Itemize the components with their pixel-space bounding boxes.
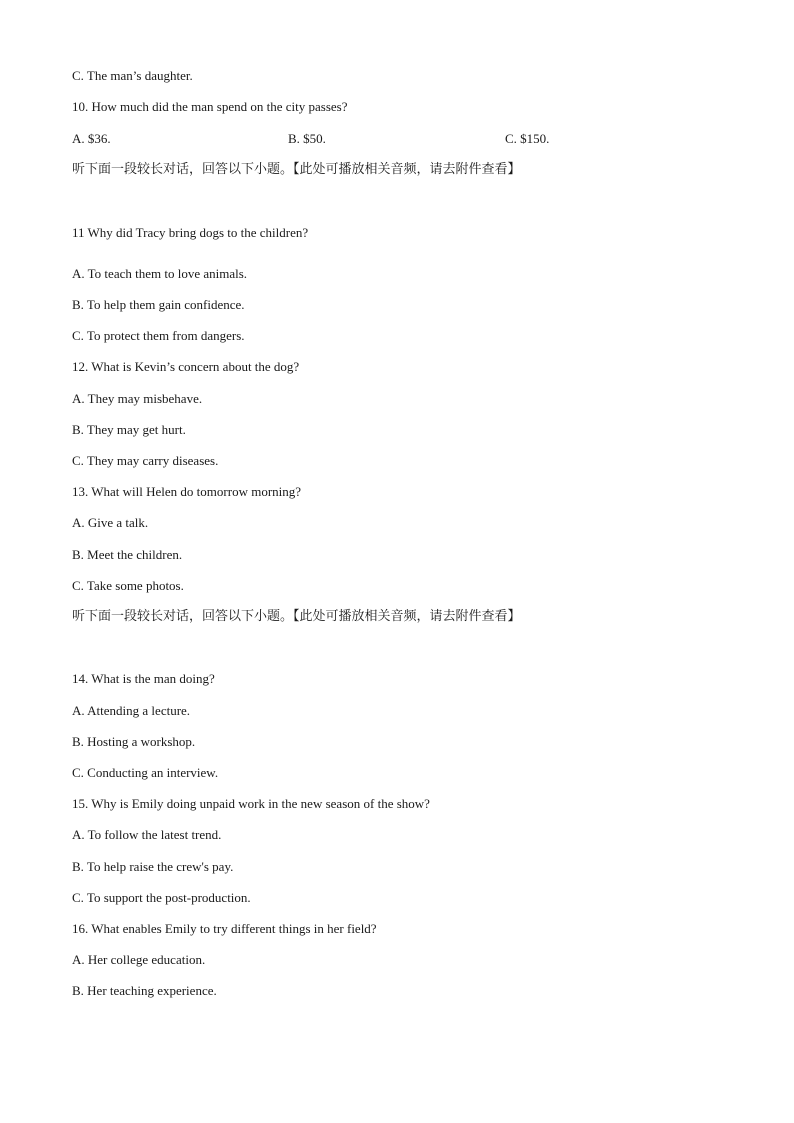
q12-option-c: C. They may carry diseases. [72,453,219,468]
listening-instruction-2: 听下面一段较长对话，回答以下小题。【此处可播放相关音频，请去附件查看】 [72,609,521,624]
q10-option-a: A. $36. [72,131,111,146]
q13-option-c: C. Take some photos. [72,578,184,593]
question-10: 10. How much did the man spend on the city passes? [72,99,348,114]
q15-option-b: B. To help raise the crew's pay. [72,859,234,874]
q14-option-a: A. Attending a lecture. [72,703,191,718]
q14-option-b: B. Hosting a workshop. [72,734,196,749]
question-12: 12. What is Kevin’s concern about the dog? [72,359,300,374]
q10-option-b: B. $50. [288,131,326,146]
q11-option-a: A. To teach them to love animals. [72,266,248,281]
q12-option-b: B. They may get hurt. [72,422,186,437]
q15-option-c: C. To support the post-production. [72,890,251,905]
q12-option-a: A. They may misbehave. [72,391,203,406]
listening-instruction-1: 听下面一段较长对话，回答以下小题。【此处可播放相关音频，请去附件查看】 [72,162,521,177]
q14-option-c: C. Conducting an interview. [72,765,219,780]
q16-option-b: B. Her teaching experience. [72,983,217,998]
q10-options [72,131,572,147]
q11-option-b: B. To help them gain confidence. [72,297,245,312]
q15-option-a: A. To follow the latest trend. [72,827,222,842]
question-11: 11 Why did Tracy bring dogs to the children? [72,225,309,240]
question-14: 14. What is the man doing? [72,671,215,686]
question-15: 15. Why is Emily doing unpaid work in the new season of the show? [72,796,430,811]
q13-option-b: B. Meet the children. [72,547,183,562]
q13-option-a: A. Give a talk. [72,515,149,530]
q11-option-c: C. To protect them from dangers. [72,328,245,343]
question-13: 13. What will Helen do tomorrow morning? [72,484,302,499]
q16-option-a: A. Her college education. [72,952,206,967]
q9-option-c: C. The man’s daughter. [72,68,193,83]
q10-option-c: C. $150. [505,131,550,146]
question-16: 16. What enables Emily to try different things in her field? [72,921,377,936]
